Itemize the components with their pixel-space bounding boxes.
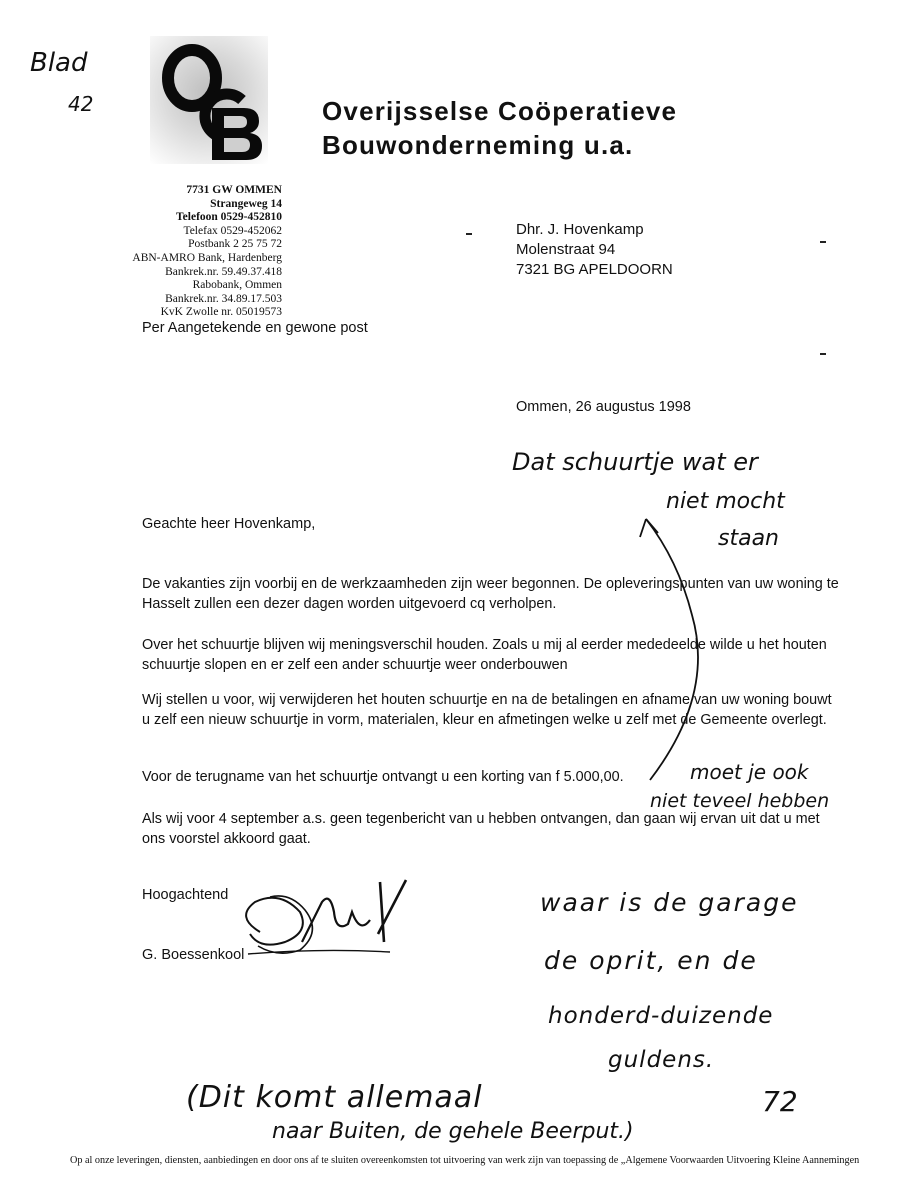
handwritten-arrow-icon	[600, 505, 710, 795]
sender-bank2: Rabobank, Ommen	[192, 279, 282, 292]
sender-street: Strangeweg 14	[210, 197, 282, 210]
company-logo	[150, 36, 268, 164]
handwritten-note-2-line2: niet teveel hebben	[650, 790, 830, 812]
handwritten-note-3-line1: waar is de garage	[540, 888, 799, 917]
sender-block	[132, 184, 282, 320]
signatory-name: G. Boessenkool	[142, 947, 245, 963]
handwritten-page-number: 72	[762, 1085, 798, 1118]
paragraph-4: Voor de terugname van het schuurtje ontvangt u een korting van f 5.000,00.	[142, 769, 624, 785]
sender-bank1-account: Bankrek.nr. 59.49.37.418	[165, 265, 282, 278]
company-name-line1: Overijsselse Coöperatieve	[322, 96, 678, 126]
recipient-name: Dhr. J. Hovenkamp	[516, 221, 644, 238]
recipient-street: Molenstraat 94	[516, 241, 616, 258]
salutation: Geachte heer Hovenkamp,	[142, 516, 316, 532]
paragraph-3: Wij stellen u voor, wij verwijderen het houten schuurtje en na de betalingen en afname van uw woning bouwt u zelf een nieuw schuurtje in vorm, materialen, kleur en afmetingen welke u zelf met de Gemeente overlegt.	[142, 692, 832, 728]
sender-postcode: 7731 GW OMMEN	[186, 184, 282, 196]
fold-mark	[466, 233, 472, 235]
delivery-method: Per Aangetekende en gewone post	[142, 320, 368, 336]
paragraph-1: De vakanties zijn voorbij en de werkzaamheden zijn weer begonnen. De opleveringspunten van uw woning te Hasselt zullen een dezer dagen worden uitgevoerd cq verholpen.	[142, 576, 839, 612]
handwritten-note-4-line2: naar Buiten, de gehele Beerput.)	[272, 1119, 634, 1144]
sender-phone: Telefoon 0529-452810	[176, 211, 282, 224]
handwritten-note-3-line4: guldens.	[608, 1047, 715, 1073]
signature-icon	[230, 872, 420, 962]
handwritten-note-1-line3: staan	[718, 526, 779, 551]
handwritten-note-3-line2: de oprit, en de	[544, 946, 758, 975]
handwritten-note-4-line1: (Dit komt allemaal	[186, 1080, 483, 1115]
sender-bank1: ABN-AMRO Bank, Hardenberg	[132, 251, 282, 264]
paragraph-5: Als wij voor 4 september a.s. geen tegenbericht van u hebben ontvangen, dan gaan wij ervan uit dat u met ons voorstel akkoord gaat.	[142, 811, 820, 847]
footer-terms: Op al onze leveringen, diensten, aanbiedingen en door ons af te sluiten overeenkomsten tot uitvoering van werk zijn van toepassing de „Algemene Voorwaarden Uitvoering Kleine Aannemingen	[70, 1155, 860, 1166]
sender-fax: Telefax 0529-452062	[183, 224, 282, 237]
handwritten-note-2-line1: moet je ook	[690, 760, 809, 784]
fold-mark	[820, 241, 826, 243]
margin-note-number: 42	[68, 92, 94, 116]
recipient-city: 7321 BG APELDOORN	[516, 261, 673, 278]
sender-bank2-account: Bankrek.nr. 34.89.17.503	[165, 292, 282, 305]
closing: Hoogachtend	[142, 887, 229, 903]
sender-postbank: Postbank 2 25 75 72	[188, 238, 282, 251]
handwritten-note-3-line3: honderd-duizende	[548, 1003, 774, 1029]
company-name-line2: Bouwonderneming u.a.	[322, 130, 634, 160]
fold-mark	[820, 353, 826, 355]
paragraph-2: Over het schuurtje blijven wij meningsverschil houden. Zoals u mij al eerder mededeelde wilde u het houten schuurtje slopen en er zelf een ander schuurtje weer onderbouwen	[142, 637, 827, 673]
handwritten-note-1-line2: niet mocht	[666, 489, 785, 514]
letter-date: Ommen, 26 augustus 1998	[516, 399, 691, 415]
sender-kvk: KvK Zwolle nr. 05019573	[160, 306, 282, 319]
margin-note-blad: Blad	[30, 48, 88, 78]
handwritten-note-1-line1: Dat schuurtje wat er	[512, 448, 758, 476]
ocb-logo-icon	[150, 36, 268, 164]
